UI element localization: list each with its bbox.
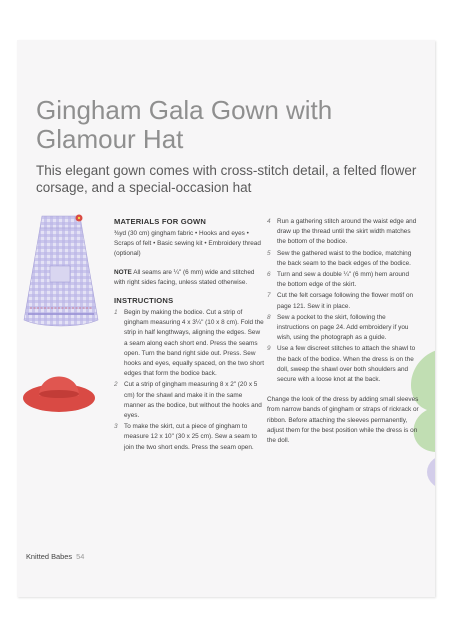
step-text: Sew a pocket to the skirt, following the instructions on page 24. Add embroidery if you wish, using the photograph as a guide. — [277, 313, 409, 342]
instruction-step — [267, 313, 419, 344]
note-label: NOTE — [114, 268, 132, 276]
instruction-step — [267, 291, 419, 311]
instruction-step — [267, 344, 419, 385]
step-number: 7 — [267, 292, 271, 300]
step-number: 4 — [267, 218, 271, 225]
step-number: 5 — [267, 249, 271, 257]
step-number: 8 — [267, 313, 271, 321]
tip-paragraph: Change the look of the dress by adding small sleeves from narrow bands of gingham or straps of rickrack or ribbon. Before attaching the sleeves permanently, adjust them for the best position while the dress is on the doll. — [267, 396, 419, 445]
right-column — [267, 217, 419, 453]
step-number: 2 — [114, 381, 118, 389]
step-text: Cut a strip of gingham measuring 8 x 2" (20 x 5 cm) for the shawl and make it in the same manner as the bodice, but without the hooks and eyes. — [124, 381, 262, 420]
materials-heading: MATERIALS FOR GOWN — [114, 217, 207, 226]
instructions-list-part1 — [114, 308, 264, 453]
instructions-heading: INSTRUCTIONS — [114, 296, 174, 306]
step-text: Use a few discreet stitches to attach the shawl to the back of the bodice. When the dress is on the doll, sweep the shawl over both shoulders and secure with a loose knot at the back. — [277, 345, 416, 384]
red-hat-illustration — [21, 360, 97, 416]
step-number: 9 — [267, 345, 271, 353]
step-text: Cut the felt corsage following the flower motif on page 121. Sew it in place. — [277, 292, 414, 310]
step-text: To make the skirt, cut a piece of gingham to measure 12 x 10" (30 x 25 cm). Sew a seam to join the two short ends. Press the seam open. — [124, 423, 257, 451]
page-subtitle: This elegant gown comes with cross-stitch detail, a felted flower corsage, and a special-occasion hat — [36, 163, 417, 195]
note-text: All seams are ¼" (6 mm) wide and stitched with right sides facing, unless stated otherwise. — [114, 268, 255, 286]
step-number: 6 — [267, 271, 271, 279]
book-page — [17, 40, 435, 597]
instruction-step — [114, 422, 264, 453]
instruction-step — [267, 270, 419, 290]
instruction-step — [114, 308, 264, 379]
materials-text: ⅜yd (30 cm) gingham fabric • Hooks and eyes • Scraps of felt • Basic sewing kit • Embroidery thread (optional) — [114, 230, 261, 258]
page-footer — [26, 552, 84, 561]
step-text: Run a gathering stitch around the waist edge and draw up the thread until the skirt width matches the bottom of the bodice. — [277, 218, 417, 246]
left-column — [114, 217, 264, 454]
book-title: Knitted Babes — [26, 552, 73, 561]
note-paragraph — [114, 268, 264, 288]
instruction-step — [114, 380, 264, 421]
step-text: Begin by making the bodice. Cut a strip of gingham measuring 4 x 3¼" (10 x 8 cm). Fold the strip in half lengthways, aligning the edges. Sew a seam along each short end. Press the seams open. Turn the band right side out. Press. Sew hooks and eyes, equally spaced, on the two short edges that form the bodice back. — [124, 309, 264, 378]
page-number: 54 — [76, 552, 85, 561]
page-title: Gingham Gala Gown with Glamour Hat — [36, 95, 333, 154]
instructions-list-part2 — [267, 217, 419, 385]
instruction-step — [267, 249, 419, 269]
instruction-step — [267, 217, 419, 248]
step-text: Turn and sew a double ¼" (6 mm) hem around the bottom edge of the skirt. — [277, 271, 410, 289]
gingham-dress-illustration — [20, 210, 102, 332]
step-number: 3 — [114, 423, 118, 431]
step-text: Sew the gathered waist to the bodice, matching the back seam to the back edges of the bodice. — [277, 249, 412, 267]
step-number: 1 — [114, 309, 118, 317]
